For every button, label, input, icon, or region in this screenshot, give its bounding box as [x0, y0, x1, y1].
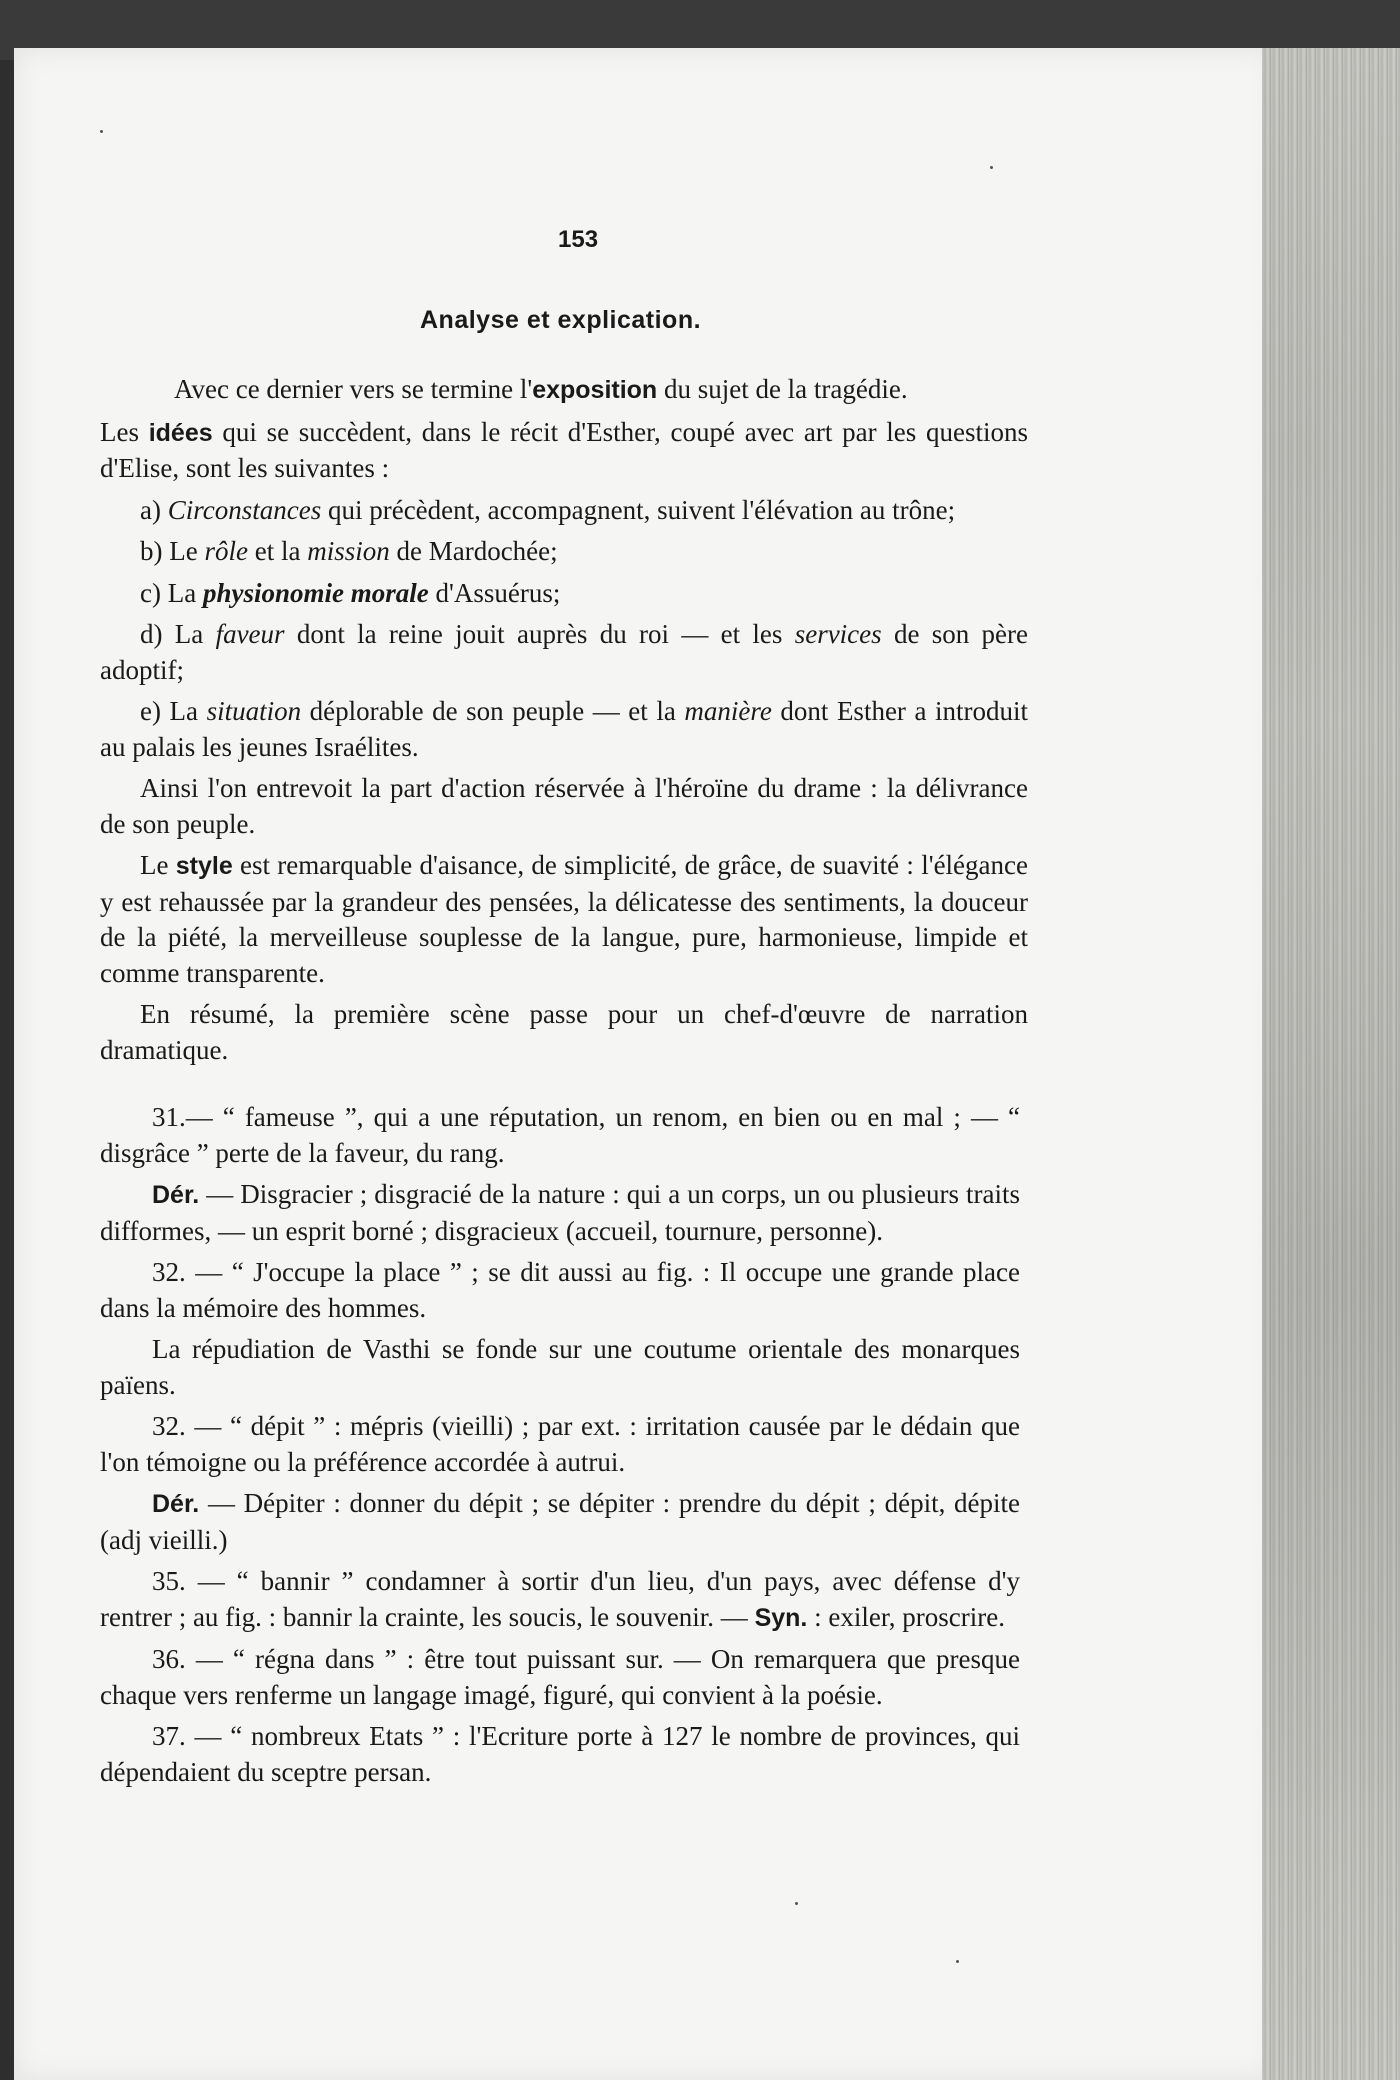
- note-der-2: Dér. — Dépiter : donner du dépit ; se dépiter : prendre du dépit ; dépit, dépite (adj vieilli.): [100, 1488, 1020, 1555]
- page-number: 153: [558, 226, 599, 253]
- list-item-c: c) La physionomie morale d'Assuérus;: [140, 577, 561, 608]
- list-item-e: e) La situation déplorable de son peuple — et la manière dont Esther a introduit au palais les jeunes Israélites.: [100, 696, 1028, 762]
- section-title: Analyse et explication.: [420, 306, 702, 334]
- page-edge-stack: [1262, 48, 1400, 2080]
- note-35: 35. — “ bannir ” condamner à sortir d'un lieu, d'un pays, avec défense d'y rentrer ; au fig. : bannir la crainte, les soucis, le souvenir. — Syn. : exiler, proscrire.: [100, 1566, 1020, 1632]
- scan-speck: [956, 1960, 959, 1963]
- note-31: 31.— “ fameuse ”, qui a une réputation, un renom, en bien ou en mal ; — “ disgrâce ” perte de la faveur, du rang.: [100, 1102, 1020, 1168]
- note-32-place: 32. — “ J'occupe la place ” ; se dit aussi au fig. : Il occupe une grande place dans la mémoire des hommes.: [100, 1257, 1020, 1323]
- analysis-section: [100, 372, 1028, 1074]
- paragraph-resume: En résumé, la première scène passe pour un chef-d'œuvre de narration dramatique.: [100, 999, 1028, 1065]
- scan-speck: [990, 166, 993, 169]
- paragraph-idees: Les idées qui se succèdent, dans le récit d'Esther, coupé avec art par les questions d'Elise, sont les suivantes :: [100, 416, 1028, 483]
- note-32-vasthi: La répudiation de Vasthi se fonde sur une coutume orientale des monarques païens.: [100, 1334, 1020, 1400]
- note-der-1: Dér. — Disgracier ; disgracié de la nature : qui a un corps, un ou plusieurs traits difformes, — un esprit borné ; disgracieux (accueil, tournure, personne).: [100, 1179, 1020, 1246]
- scan-speck: [100, 130, 103, 133]
- note-37: 37. — “ nombreux Etats ” : l'Ecriture porte à 127 le nombre de provinces, qui dépendaient du sceptre persan.: [100, 1721, 1020, 1787]
- list-item-d: d) La faveur dont la reine jouit auprès du roi — et les services de son père adoptif;: [100, 619, 1029, 685]
- list-item-a: a) Circonstances qui précèdent, accompagnent, suivent l'élévation au trône;: [140, 494, 956, 525]
- scan-speck: [795, 1902, 798, 1905]
- notes-section: [100, 1100, 1020, 1796]
- paragraph-style: Le style est remarquable d'aisance, de simplicité, de grâce, de suavité : l'élégance y est rehaussée par la grandeur des pensées, la délicatesse des sentiments, la douceur de la piété, la merveilleuse souplesse de la langue, pure, harmonieuse, limpide et comme transparente.: [100, 850, 1028, 988]
- list-item-b: b) Le rôle et la mission de Mardochée;: [140, 536, 558, 566]
- paragraph-action: Ainsi l'on entrevoit la part d'action réservée à l'héroïne du drame : la délivrance de son peuple.: [100, 773, 1028, 839]
- note-36: 36. — “ régna dans ” : être tout puissant sur. — On remarquera que presque chaque vers renferme un langage imagé, figuré, qui convient à la poésie.: [100, 1644, 1020, 1710]
- paragraph-exposition: Avec ce dernier vers se termine l'exposition du sujet de la tragédie.: [174, 374, 908, 404]
- note-32-depit: 32. — “ dépit ” : mépris (vieilli) ; par ext. : irritation causée par le dédain que l'on témoigne ou la préférence accordée à autrui.: [100, 1411, 1020, 1477]
